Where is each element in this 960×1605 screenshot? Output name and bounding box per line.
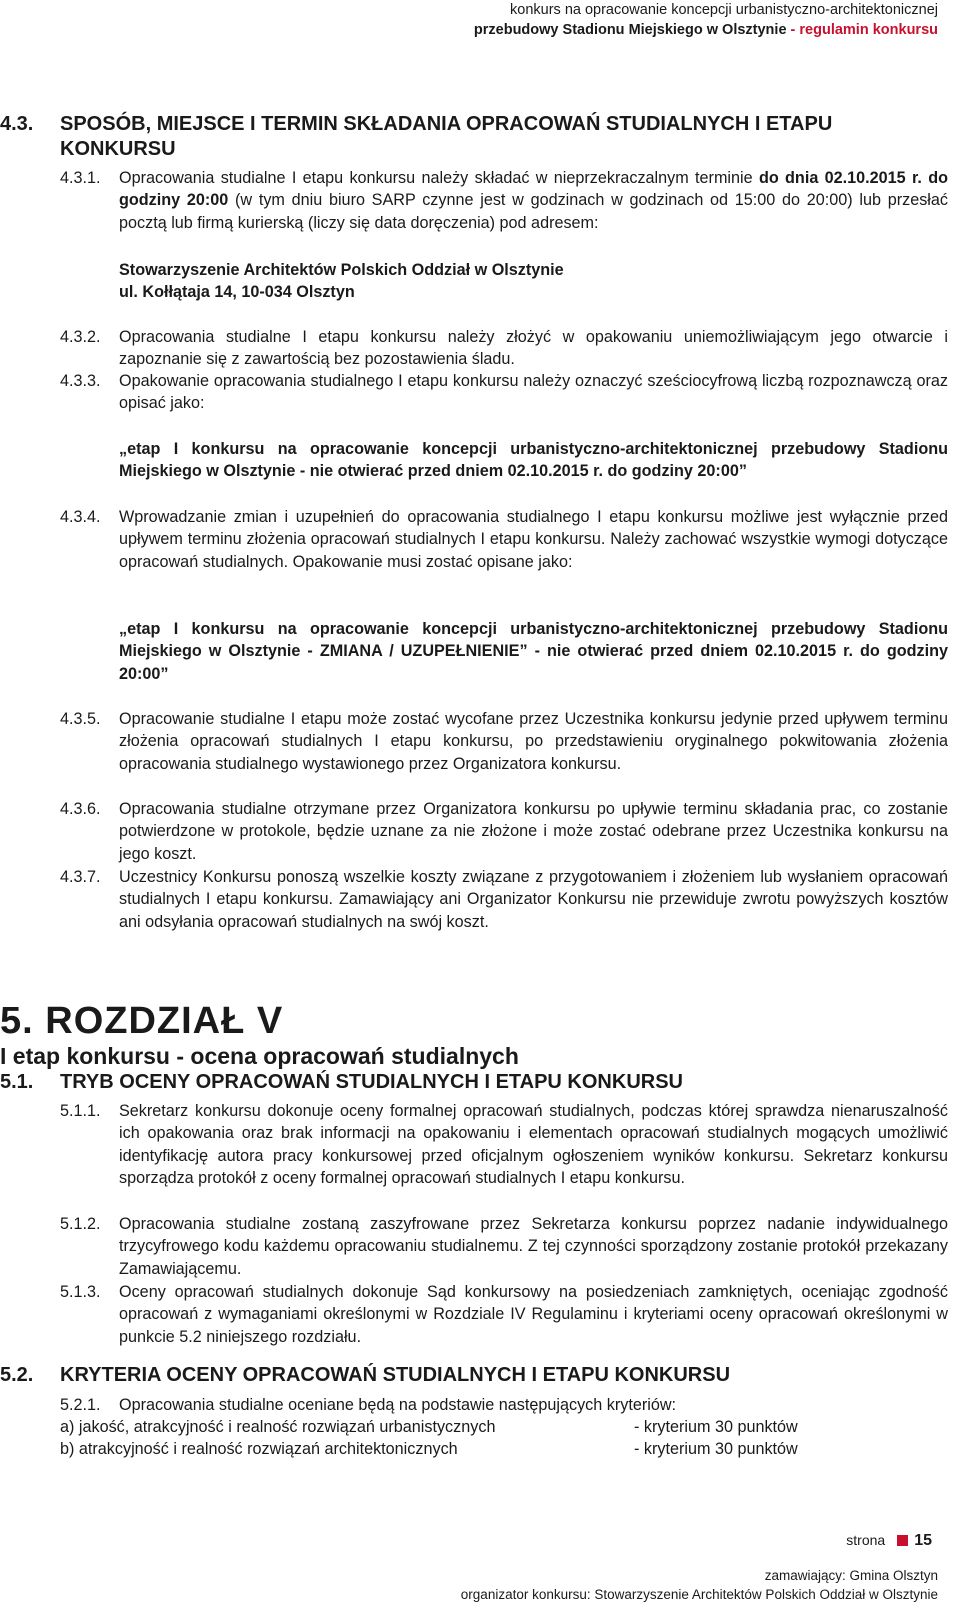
item-text: Opakowanie opracowania studialnego I etapu konkursu należy oznaczyć sześciocyfrową liczbą rozpoznawczą oraz opisać jako: [119,372,948,413]
item-text: Opracowania studialne zostaną zaszyfrowane przez Sekretarza konkursu poprzez nadanie indywidualnego trzycyfrowego kodu każdemu opracowaniu studialnemu. Z tej czynności sporządzony zostanie protokół przekazany Zamawiającemu. [119,1215,948,1278]
label-quote-1: „etap I konkursu na opracowanie koncepcji urbanistyczno-architektonicznej przebudowy Stadionu Miejskiego w Olsztynie - nie otwierać przed dniem 02.10.2015 r. do godziny 20:00” [119,440,948,481]
item-number: 4.3.5. [60,710,101,728]
item-number: 5.1.1. [60,1102,101,1120]
item-text-cont: (w tym dniu biuro SARP czynne jest w godzinach w godzinach od 15:00 do 20:00) lub przesłać pocztą lub firmą kurierską (liczy się data doręczenia) pod adresem: [119,191,948,232]
page-number: 15 [914,1532,932,1549]
item-4-3-1 [60,167,948,234]
footer-organizer: organizator konkursu: Stowarzyszenie Architektów Polskich Oddział w Olsztynie [460,1587,938,1602]
section-title: KRYTERIA OCENY OPRACOWAŃ STUDIALNYCH I ETAPU KONKURSU [60,1364,731,1386]
item-deadline: do dnia 02.10.2015 r. do godziny 20:00 [119,169,948,210]
section-heading-4-3 [0,112,960,162]
header-line2-accent: - regulamin konkursu [786,22,938,38]
item-text: Opracowania studialne I etapu konkursu należy złożyć w opakowaniu uniemożliwiającym jego otwarcie i zapoznanie się z zawartością bez pozostawienia śladu. [119,328,948,369]
item-4-3-2 [60,326,948,371]
address-line1: Stowarzyszenie Architektów Polskich Oddział w Olsztynie [119,261,564,279]
header-line2-title: przebudowy Stadionu Miejskiego w Olsztynie [473,22,787,38]
item-text: Opracowania studialne oceniane będą na podstawie następujących kryteriów: [119,1396,677,1414]
section-number: 5.1. [0,1071,34,1093]
item-5-1-3 [60,1281,948,1348]
criterion-b-value: - kryterium 30 punktów [634,1440,798,1458]
item-5-1-2 [60,1213,948,1280]
item-text: Sekretarz konkursu dokonuje oceny formalnej opracowań studialnych, podczas której sprawdza nienaruszalność ich opakowania oraz brak informacji na opakowaniu i elementach opracowań studialnych mogących umożliwić identyfikację autora pracy konkursowej przed oficjalnym ogłoszeniem wyników konkursu. Sekretarz konkursu sporządza protokół z oceny formalnej opracowań studialnych I etapu konkursu. [119,1102,948,1188]
label-quote-2: „etap I konkursu na opracowanie koncepcji urbanistyczno-architektonicznej przebudowy Stadionu Miejskiego w Olsztynie - ZMIANA / UZUPEŁNIENIE” - nie otwierać przed dniem 02.10.2015 r. do godziny 20:00” [119,620,948,683]
item-number: 4.3.3. [60,372,101,390]
section-heading-5-1 [0,1070,960,1095]
section-title: TRYB OCENY OPRACOWAŃ STUDIALNYCH I ETAPU KONKURSU [60,1071,683,1093]
running-header [474,0,938,40]
header-line2 [474,20,938,40]
item-text: Opracowania studialne I etapu konkursu należy składać w nieprzekraczalnym terminie [119,169,759,187]
chapter-title: 5. ROZDZIAŁ V [0,1000,284,1042]
criterion-a-value: - kryterium 30 punktów [634,1418,798,1436]
address-block [119,259,948,304]
section-number: 4.3. [0,113,34,135]
item-5-2-1 [60,1394,948,1416]
item-number: 4.3.7. [60,868,101,886]
item-4-3-6 [60,798,948,865]
item-number: 4.3.1. [60,169,101,187]
item-4-3-3 [60,370,948,415]
item-number: 5.1.3. [60,1283,101,1301]
item-number: 5.1.2. [60,1215,101,1233]
header-line1: konkurs na opracowanie koncepcji urbanistyczno-architektonicznej [510,2,938,18]
item-text: Opracowanie studialne I etapu może zostać wycofane przez Uczestnika konkursu jedynie przed upływem terminu złożenia opracowań studialnych I etapu konkursu, po przedstawieniu oryginalnego pokwitowania złożenia opracowania studialnego wystawionego przez Organizatora konkursu. [119,710,948,773]
page-footer [461,1566,938,1604]
item-text: Wprowadzanie zmian i uzupełnień do opracowania studialnego I etapu konkursu możliwe jest wyłącznie przed upływem terminu złożenia opracowań studialnych I etapu konkursu. Należy zachować wszystkie wymogi dotyczące opracowań studialnych. Opakowanie musi zostać opisane jako: [119,508,948,571]
item-4-3-4 [60,506,948,573]
chapter-subtitle: I etap konkursu - ocena opracowań studialnych [0,1043,519,1069]
page-label: strona [846,1532,886,1548]
section-title: SPOSÓB, MIEJSCE I TERMIN SKŁADANIA OPRACOWAŃ STUDIALNYCH I ETAPU KONKURSU [60,113,833,160]
criterion-b-label: b) atrakcyjność i realność rozwiązań architektonicznych [60,1440,458,1458]
item-text: Opracowania studialne otrzymane przez Organizatora konkursu po upływie terminu składania prac, co zostanie potwierdzone w protokole, będzie uznane za nie złożone i może zostać odebrane przez Uczestnika konkursu na jego koszt. [119,800,948,863]
footer-client: zamawiający: Gmina Olsztyn [764,1568,938,1583]
item-text: Uczestnicy Konkursu ponoszą wszelkie koszty związane z przygotowaniem i złożeniem lub wysłaniem opracowań studialnych I etapu konkursu. Zamawiający ani Organizator Konkursu nie przewiduje zwrotu powyższych kosztów ani odsyłania opracowań studialnych na swój koszt. [119,868,948,931]
section-number: 5.2. [0,1364,34,1386]
item-number: 4.3.6. [60,800,101,818]
page-number-block [846,1532,932,1550]
criterion-a-label: a) jakość, atrakcyjność i realność rozwiązań urbanistycznych [60,1418,496,1436]
item-4-3-5 [60,708,948,775]
item-number: 4.3.4. [60,508,101,526]
item-5-1-1 [60,1100,948,1190]
item-number: 5.2.1. [60,1396,101,1414]
item-text: Oceny opracowań studialnych dokonuje Sąd konkursowy na posiedzeniach zamkniętych, oceniając zgodność opracowań z wymaganiami określonymi w Rozdziale IV Regulaminu i kryteriami oceny opracowań określonymi w punkcie 5.2 niniejszego rozdziału. [119,1283,948,1346]
item-4-3-7 [60,866,948,933]
red-square-icon [897,1535,908,1546]
section-heading-5-2 [0,1363,960,1388]
item-number: 4.3.2. [60,328,101,346]
address-line2: ul. Kołłątaja 14, 10-034 Olsztyn [119,283,355,302]
